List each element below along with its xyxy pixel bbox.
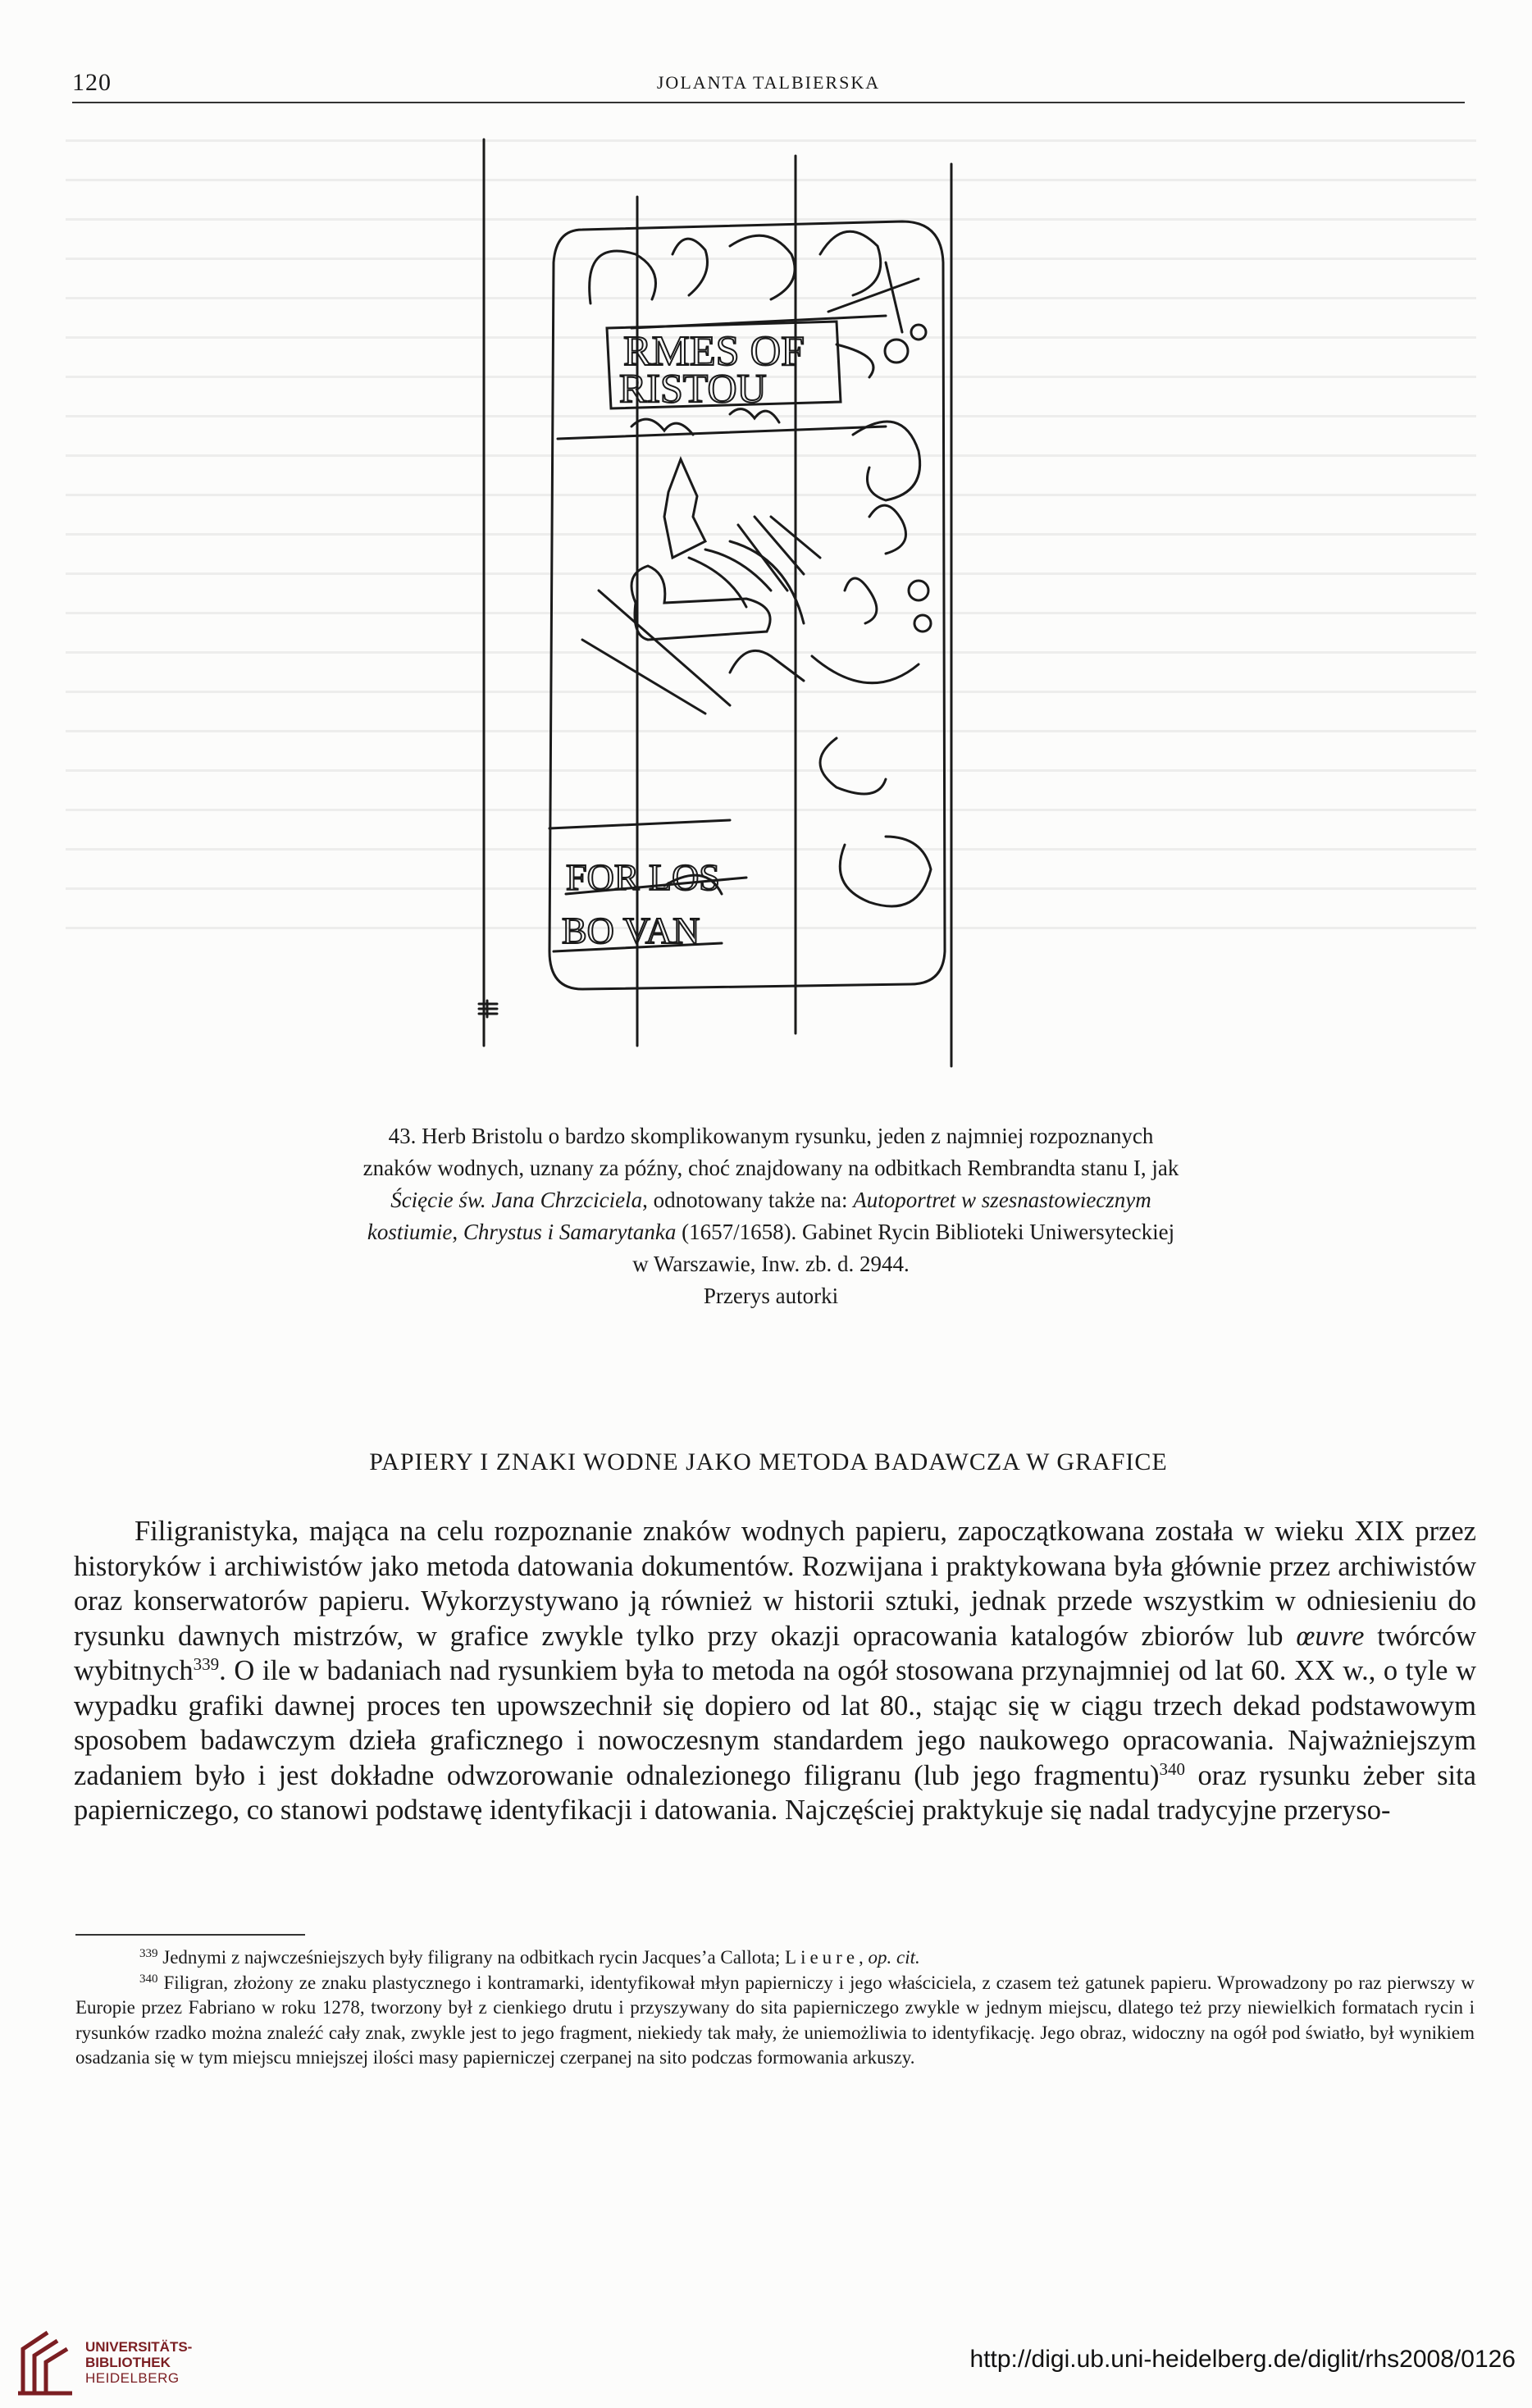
inscription-top-line-2: RISTOU — [619, 365, 767, 411]
section-heading: PAPIERY I ZNAKI WODNE JAKO METODA BADAWCZA W GRAFICE — [369, 1448, 1168, 1475]
paragraph — [74, 1514, 1476, 1828]
body-text — [74, 1514, 1476, 1828]
body-sentence: oraz rysunku żeber sita papierniczego, co stanowi podstawę identyfikacji i datowania. Najczęściej praktykuje się nadal tradycyjne przeryso- — [74, 1759, 1476, 1826]
page-number: 120 — [72, 69, 112, 96]
footnote-rule — [75, 1934, 305, 1936]
footnotes — [75, 1945, 1475, 2071]
inscription-bottom-line-2: BO VAN — [562, 910, 700, 951]
library-name-line: HEIDELBERG — [85, 2370, 180, 2386]
figure-caption — [361, 1120, 1181, 1312]
footnote-text: Filigran, złożony ze znaku plastycznego i kontramarki, identyfikował młyn papierniczy i jego właściciela, z czasem też gatunek papieru. Wprowadzony po raz pierwszy w Europie przez Fabriano w roku 1278, tworzony był z cienkiego drutu i przyszywany do sita papierniczego zwykle w jednym miejscu, dlatego też przy niewielkich formatach rycin i rysunków rzadko można znaleźć cały znak, zwykle jest to jego fragment, niekiedy tak mały, że uniemożliwia to identyfikację. Jego obraz, widoczny na ogół pod światło, był wynikiem osadzania się w tym miejscu mniejszej ilości masy papierniczej czerpanej na sito podczas formowania arkuszy. — [75, 1972, 1475, 2068]
footnote-number: 339 — [139, 1947, 158, 1960]
caption-text: (1657/1658). Gabinet Rycin Biblioteki Uniwersyteckiej w Warszawie, Inw. zb. d. 2944. — [632, 1220, 1175, 1276]
caption-separator: , — [452, 1220, 463, 1244]
inscription-top-line-1: RMES OF — [623, 328, 805, 375]
footnote-separator: , — [859, 1947, 869, 1968]
footnote-citation: op. cit. — [868, 1947, 920, 1968]
italic-term: œuvre — [1296, 1620, 1365, 1652]
footnote-text: Jednymi z najwcześniejszych były filigrany na odbitkach rycin Jacques’a Callota; — [157, 1947, 786, 1968]
body-sentence: . O ile w badaniach nad rysunkiem była to metoda na ogół stosowana przynajmniej od lat 60. XX w., o tyle w wypadku grafiki dawnej proces ten upowszechnił się dopiero od lat 80., stając się w ciągu trzech dekad podstawowym sposobem badawczym dzieła graficznego i nowoczesnym standardem jego naukowego opracowania. Najważniejszym zadaniem było i jest dokładne odwzorowanie odnalezionego filigranu (lub jego fragmentu) — [74, 1655, 1476, 1791]
hand — [631, 566, 770, 640]
footnote — [75, 1971, 1475, 2071]
library-name-line: UNIVERSITÄTS- — [85, 2339, 193, 2355]
library-name — [85, 2339, 192, 2386]
library-logo-icon — [15, 2326, 75, 2397]
caption-text: , odnotowany także na: — [642, 1188, 854, 1212]
watermark-figure — [459, 131, 1115, 1083]
page-header — [72, 66, 1465, 103]
library-name-line: BIBLIOTHEK — [85, 2355, 171, 2370]
caption-title: Chrystus i Samarytanka — [463, 1220, 677, 1244]
caption-text: 43. Herb Bristolu o bardzo skomplikowanym rysunku, jeden z najmniej rozpoznanych znaków wodnych, uznany za późny, choć znajdowany na odbitkach Rembrandta stanu I, jak — [362, 1124, 1179, 1180]
caption-credit: Przerys autorki — [703, 1284, 839, 1308]
caption-title: Autoportret w szesnastowiecznym kostiumie — [367, 1188, 1151, 1244]
digitization-footer — [0, 2315, 1532, 2408]
footnote — [75, 1945, 1475, 1971]
footnote-author: Lieure — [785, 1947, 859, 1968]
tower — [664, 459, 705, 558]
caption-title: Ścięcie św. Jana Chrzciciela — [390, 1188, 643, 1212]
footnote-ref[interactable]: 340 — [1159, 1758, 1185, 1779]
running-head: JOLANTA TALBIERSKA — [656, 72, 881, 93]
footnote-ref[interactable]: 339 — [193, 1654, 220, 1674]
watermark-drawing — [459, 131, 1115, 1083]
footnote-number: 340 — [139, 1972, 158, 1986]
source-url-link[interactable]: http://digi.ub.uni-heidelberg.de/diglit/rhs2008/0126 — [969, 2346, 1516, 2373]
body-sentence: twórców wybitnych — [74, 1620, 1476, 1686]
inscription-bottom-line-1: FOR LOS — [566, 856, 720, 898]
body-sentence: Filigranistyka, mająca na celu rozpoznanie znaków wodnych papieru, zapoczątkowana została w wieku XIX przez historyków i archiwistów jako metoda datowania dokumentów. Rozwijana i praktykowana była głównie przez archiwistów oraz konserwatorów papieru. Wykorzystywano ją również w historii sztuki, jednak przede wszystkim w odniesieniu do rysunku dawnych mistrzów, w grafice zwykle tylko przy okazji opracowania katalogów zbiorów lub — [74, 1516, 1476, 1652]
